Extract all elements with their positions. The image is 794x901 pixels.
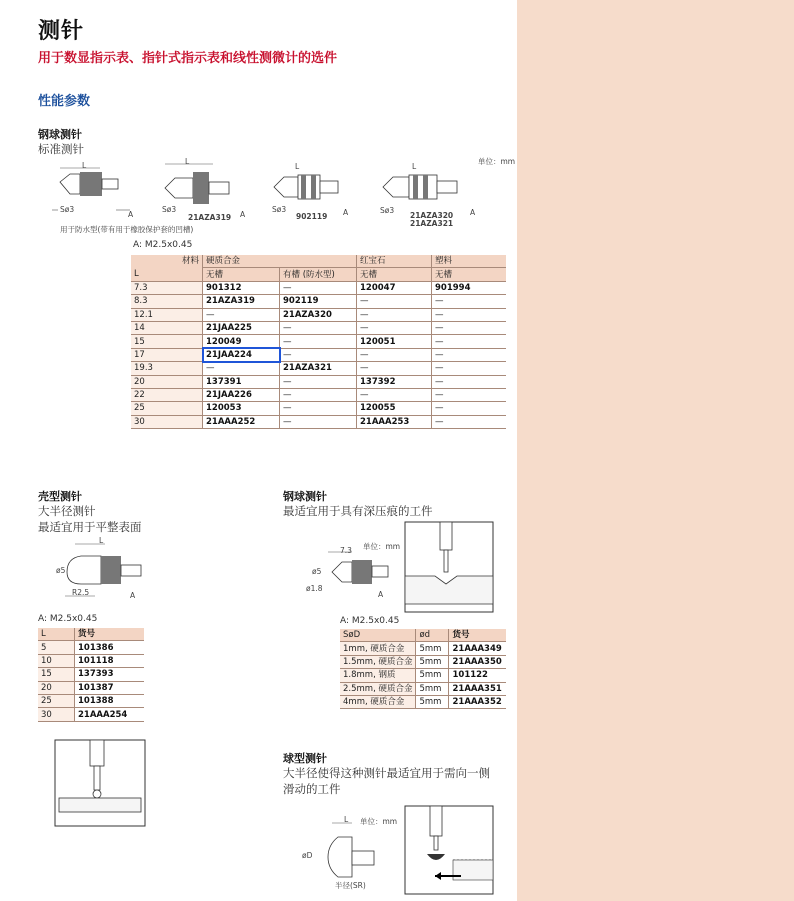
side-panel bbox=[517, 0, 794, 901]
table-cell: 101388 bbox=[75, 694, 145, 707]
table-cell: 1.5mm, 硬质合金 bbox=[340, 655, 416, 668]
table-row bbox=[340, 695, 506, 708]
table-cell: 21AAA349 bbox=[449, 642, 506, 655]
table-cell: — bbox=[432, 308, 507, 321]
table-cell: — bbox=[203, 362, 280, 375]
table-row bbox=[38, 694, 144, 707]
diagram-note: 用于防水型(带有用于橡胶保护套的凹槽) bbox=[60, 225, 194, 234]
table-row bbox=[340, 669, 506, 682]
table-cell: 25 bbox=[131, 402, 203, 415]
table-row bbox=[340, 655, 506, 668]
ball2-table: SøD ød 货号 1mm, 硬质合金 5mm 21AAA349 1.5mm, 硬质合金 5mm 21AAA350 1.8mm, 钢质 5mm 101122 2.5mm, 硬质合金 5mm 21AAA351 4mm, 硬质合金 5mm 21AAA352 bbox=[340, 629, 506, 709]
table-cell: 101387 bbox=[75, 681, 145, 694]
table-cell: 21AAA351 bbox=[449, 682, 506, 695]
table-row bbox=[131, 388, 506, 401]
table-cell: — bbox=[280, 281, 357, 294]
table-cell: 901312 bbox=[203, 281, 280, 294]
table-cell: 901994 bbox=[432, 281, 507, 294]
steel-ball-table: 材料 硬质合金 红宝石 塑料 L 无槽 有槽 (防水型) 无槽 无槽 7.3 901312 — 120047 901994 8.3 21AZA319 902119 — — 12.1 — 21AZA320 — — 14 21JAA225 — — — 15 120049 — 120051 — 17 21JAA224 — — — 19.3 — 21AZA321 — — 20 137391 — 137392 — 22 21JAA226 — — — 25 120053 — 120055 — 30 21AAA252 — 21AAA253 — bbox=[131, 255, 506, 429]
table-cell: 5mm bbox=[416, 682, 449, 695]
table-cell: 25 bbox=[38, 694, 75, 707]
ball2-usage-figure bbox=[405, 522, 500, 614]
table-cell: — bbox=[203, 308, 280, 321]
table-row bbox=[131, 335, 506, 348]
thread-label: A: M2.5x0.45 bbox=[133, 240, 193, 250]
table-row bbox=[131, 402, 506, 415]
table-cell: 101122 bbox=[449, 669, 506, 682]
table-cell: 21AAA352 bbox=[449, 695, 506, 708]
table-cell: — bbox=[357, 348, 432, 361]
page-title: 测针 bbox=[38, 19, 85, 44]
table-cell: — bbox=[280, 415, 357, 428]
table-row bbox=[131, 415, 506, 428]
page-subtitle: 用于数显指示表、指针式指示表和线性测微计的选件 bbox=[38, 51, 338, 66]
table-row bbox=[340, 642, 506, 655]
table-cell: — bbox=[432, 375, 507, 388]
table-cell: — bbox=[280, 335, 357, 348]
table-cell: — bbox=[432, 415, 507, 428]
table-row bbox=[131, 321, 506, 334]
table-row bbox=[131, 375, 506, 388]
table-cell: 1mm, 硬质合金 bbox=[340, 642, 416, 655]
table-cell: 1.8mm, 钢质 bbox=[340, 669, 416, 682]
table-cell: 101118 bbox=[75, 654, 145, 667]
unit-label: 单位：mm bbox=[478, 157, 516, 166]
sphere-heading: 球型测针 bbox=[283, 752, 327, 765]
table-cell: 21AAA252 bbox=[203, 415, 280, 428]
table-row bbox=[38, 668, 144, 681]
table-cell: 5mm bbox=[416, 655, 449, 668]
table-cell: 120053 bbox=[203, 402, 280, 415]
group-ruby: 红宝石 bbox=[357, 255, 432, 268]
table-cell: 137391 bbox=[203, 375, 280, 388]
table-row bbox=[131, 348, 506, 361]
table-cell: 21JAA225 bbox=[203, 321, 280, 334]
material-header: 材料 bbox=[181, 256, 199, 267]
table-cell: — bbox=[432, 402, 507, 415]
table-cell: 20 bbox=[131, 375, 203, 388]
table-cell: 137392 bbox=[357, 375, 432, 388]
table-cell: 12.1 bbox=[131, 308, 203, 321]
table-cell: — bbox=[432, 388, 507, 401]
table-cell: — bbox=[357, 295, 432, 308]
table-cell: 5 bbox=[38, 641, 75, 654]
table-row bbox=[38, 641, 144, 654]
table-cell: — bbox=[432, 362, 507, 375]
ball2-heading: 钢球测针 bbox=[283, 490, 327, 503]
table-cell: — bbox=[432, 335, 507, 348]
table-cell: — bbox=[432, 348, 507, 361]
table-cell: 10 bbox=[38, 654, 75, 667]
table-cell: — bbox=[357, 308, 432, 321]
table-row bbox=[38, 708, 144, 721]
table-cell: 21AAA254 bbox=[75, 708, 145, 721]
table-cell: 7.3 bbox=[131, 281, 203, 294]
group-carbide: 硬质合金 bbox=[203, 255, 357, 268]
table-cell: — bbox=[432, 321, 507, 334]
table-cell: 30 bbox=[131, 415, 203, 428]
table-cell: 2.5mm, 硬质合金 bbox=[340, 682, 416, 695]
table-cell: 4mm, 硬质合金 bbox=[340, 695, 416, 708]
steel-ball-subheading: 标准测针 bbox=[38, 142, 84, 156]
table-cell: — bbox=[280, 402, 357, 415]
table-cell: 15 bbox=[38, 668, 75, 681]
table-cell: 5mm bbox=[416, 642, 449, 655]
table-row bbox=[340, 682, 506, 695]
shell-heading: 壳型测针 bbox=[38, 490, 82, 503]
table-cell: — bbox=[280, 388, 357, 401]
table-cell: 20 bbox=[38, 681, 75, 694]
group-plastic: 塑料 bbox=[432, 255, 507, 268]
table-cell: 5mm bbox=[416, 695, 449, 708]
table-cell: — bbox=[357, 362, 432, 375]
table-cell: 5mm bbox=[416, 669, 449, 682]
steel-ball-heading: 钢球测针 bbox=[38, 128, 82, 141]
table-cell: 120055 bbox=[357, 402, 432, 415]
table-cell: 137393 bbox=[75, 668, 145, 681]
table-cell: 120049 bbox=[203, 335, 280, 348]
table-cell: 902119 bbox=[280, 295, 357, 308]
table-cell: 8.3 bbox=[131, 295, 203, 308]
table-cell: — bbox=[357, 321, 432, 334]
table-cell: — bbox=[357, 388, 432, 401]
table-cell: 14 bbox=[131, 321, 203, 334]
table-cell: 17 bbox=[131, 348, 203, 361]
table-cell: 21AZA321 bbox=[280, 362, 357, 375]
table-cell: 21AZA320 bbox=[280, 308, 357, 321]
table-cell: 120051 bbox=[357, 335, 432, 348]
table-cell: 21AAA350 bbox=[449, 655, 506, 668]
shell-table: L 货号 5 101386 10 101118 15 137393 20 101387 25 101388 30 21AAA254 bbox=[38, 628, 144, 722]
table-cell: 21AZA319 bbox=[203, 295, 280, 308]
table-cell: 21JAA224 bbox=[203, 348, 280, 361]
table-cell: 22 bbox=[131, 388, 203, 401]
table-row bbox=[131, 281, 506, 294]
table-cell: — bbox=[280, 321, 357, 334]
sphere-usage-figure bbox=[405, 806, 500, 898]
table-cell: 15 bbox=[131, 335, 203, 348]
section-heading: 性能参数 bbox=[38, 94, 91, 109]
shell-usage-figure bbox=[55, 740, 150, 830]
table-cell: 21AAA253 bbox=[357, 415, 432, 428]
table-cell: 30 bbox=[38, 708, 75, 721]
table-cell: — bbox=[280, 348, 357, 361]
table-cell: — bbox=[432, 295, 507, 308]
table-row bbox=[131, 295, 506, 308]
table-cell: 21JAA226 bbox=[203, 388, 280, 401]
table-cell: 101386 bbox=[75, 641, 145, 654]
table-cell: 19.3 bbox=[131, 362, 203, 375]
table-cell: 120047 bbox=[357, 281, 432, 294]
table-row bbox=[38, 654, 144, 667]
table-row bbox=[131, 362, 506, 375]
l-header: L bbox=[131, 268, 203, 281]
table-row bbox=[38, 681, 144, 694]
table-cell: — bbox=[280, 375, 357, 388]
shell-stylus-drawing bbox=[55, 538, 155, 603]
table-row bbox=[131, 308, 506, 321]
